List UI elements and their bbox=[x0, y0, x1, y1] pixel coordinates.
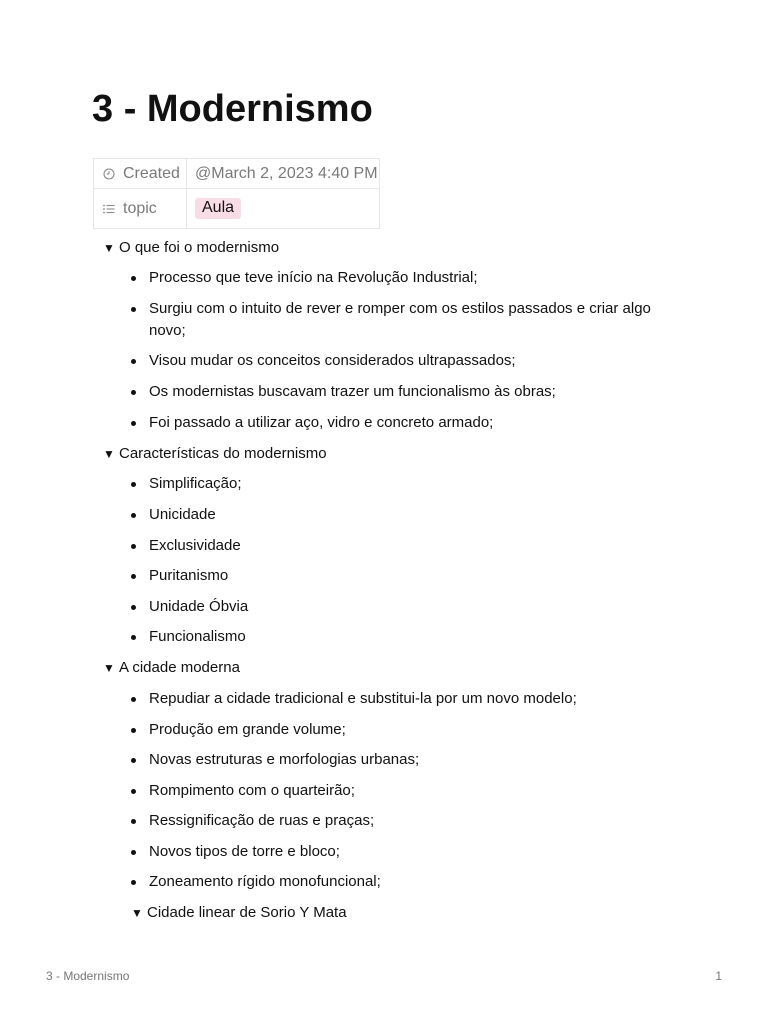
properties-table bbox=[93, 158, 380, 229]
list-item: Exclusividade bbox=[131, 535, 679, 557]
list-item: Unicidade bbox=[131, 504, 679, 526]
bullet-icon bbox=[131, 605, 136, 610]
bullet-icon bbox=[131, 697, 136, 702]
list-item: Visou mudar os conceitos considerados ultrapassados; bbox=[131, 350, 679, 372]
list-item: Novos tipos de torre e bloco; bbox=[131, 841, 679, 863]
list-item: Zoneamento rígido monofuncional; bbox=[131, 871, 679, 893]
bullet-icon bbox=[131, 728, 136, 733]
bullet-icon bbox=[131, 421, 136, 426]
property-name-created bbox=[94, 159, 187, 189]
toggle-title: A cidade moderna bbox=[119, 659, 240, 676]
list-item: Os modernistas buscavam trazer um funcionalismo às obras; bbox=[131, 381, 679, 403]
list-item: Simplificação; bbox=[131, 473, 679, 495]
property-label-topic: topic bbox=[123, 199, 157, 217]
property-value-created[interactable] bbox=[187, 159, 380, 189]
list-item: Novas estruturas e morfologias urbanas; bbox=[131, 749, 679, 771]
property-row-created bbox=[94, 159, 380, 189]
bullet-icon bbox=[131, 359, 136, 364]
bullet-icon bbox=[131, 390, 136, 395]
toggle-triangle-icon[interactable]: ▼ bbox=[131, 906, 143, 920]
footer-document-title: 3 - Modernismo bbox=[46, 969, 130, 983]
bullet-icon bbox=[131, 758, 136, 763]
list-item: Puritanismo bbox=[131, 565, 679, 587]
list-item: Surgiu com o intuito de rever e romper com os estilos passados e criar algo novo; bbox=[131, 298, 679, 342]
topic-tag[interactable]: Aula bbox=[195, 198, 241, 219]
bullet-icon bbox=[131, 819, 136, 824]
list-item: Rompimento com o quarteirão; bbox=[131, 780, 679, 802]
bullet-icon bbox=[131, 789, 136, 794]
list-icon bbox=[102, 202, 116, 216]
property-value-topic[interactable] bbox=[187, 189, 380, 229]
toggle-triangle-icon[interactable]: ▼ bbox=[103, 447, 115, 461]
footer-page-number: 1 bbox=[715, 969, 722, 983]
toggle-section-cidade-moderna[interactable] bbox=[103, 658, 240, 678]
toggle-section-caracteristicas[interactable] bbox=[103, 444, 327, 464]
bullet-icon bbox=[131, 850, 136, 855]
bullet-icon bbox=[131, 635, 136, 640]
property-name-topic bbox=[94, 189, 187, 229]
list-item: Processo que teve início na Revolução Industrial; bbox=[131, 267, 679, 289]
created-date: @March 2, 2023 4:40 PM bbox=[195, 164, 378, 182]
toggle-section-o-que-foi[interactable] bbox=[103, 238, 279, 258]
property-row-topic bbox=[94, 189, 380, 229]
list-item: Unidade Óbvia bbox=[131, 596, 679, 618]
toggle-title: Cidade linear de Sorio Y Mata bbox=[147, 904, 347, 921]
list-item: Ressignificação de ruas e praças; bbox=[131, 810, 679, 832]
property-label-created: Created bbox=[123, 164, 180, 182]
bullet-icon bbox=[131, 513, 136, 518]
toggle-title: O que foi o modernismo bbox=[119, 239, 280, 256]
bullet-icon bbox=[131, 276, 136, 281]
page-title: 3 - Modernismo bbox=[92, 88, 373, 130]
bullet-icon bbox=[131, 544, 136, 549]
toggle-subsection-cidade-linear[interactable] bbox=[131, 903, 347, 923]
bullet-icon bbox=[131, 880, 136, 885]
toggle-triangle-icon[interactable]: ▼ bbox=[103, 241, 115, 255]
bullet-icon bbox=[131, 574, 136, 579]
toggle-title: Características do modernismo bbox=[119, 445, 327, 462]
list-item: Funcionalismo bbox=[131, 626, 679, 648]
bullet-icon bbox=[131, 307, 136, 312]
list-item: Foi passado a utilizar aço, vidro e concreto armado; bbox=[131, 412, 679, 434]
list-item: Repudiar a cidade tradicional e substitui-la por um novo modelo; bbox=[131, 688, 679, 710]
bullet-icon bbox=[131, 482, 136, 487]
toggle-triangle-icon[interactable]: ▼ bbox=[103, 661, 115, 675]
list-item: Produção em grande volume; bbox=[131, 719, 679, 741]
clock-icon bbox=[102, 167, 116, 181]
